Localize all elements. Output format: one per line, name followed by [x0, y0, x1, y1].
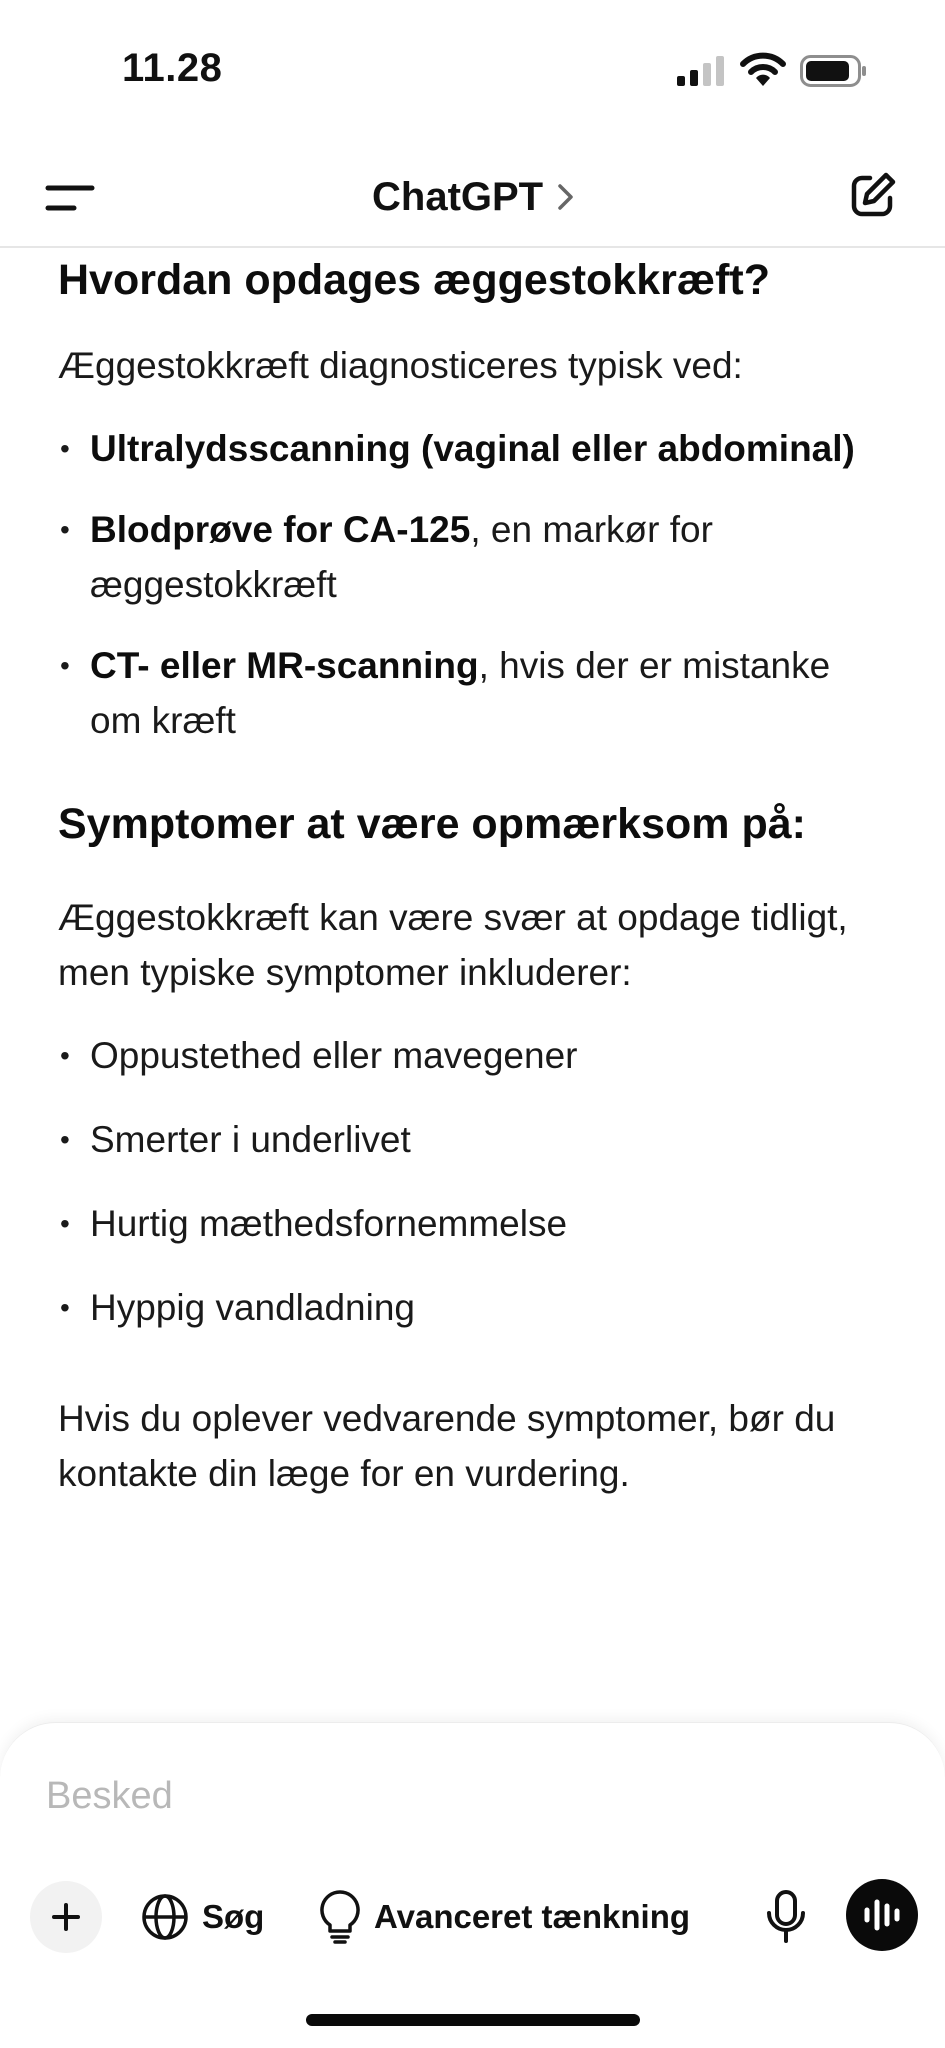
list-item: • Hurtig mæthedsfornemmelse — [58, 1196, 888, 1251]
section-heading: Symptomer at være opmærksom på: — [58, 800, 806, 848]
home-indicator — [306, 2014, 640, 2026]
wifi-icon — [740, 52, 786, 88]
status-time: 11.28 — [122, 46, 223, 90]
search-label: Søg — [202, 1898, 265, 1935]
paragraph: Æggestokkræft kan være svær at opdage tidligt, men typiske symptomer inkluderer: — [58, 897, 848, 993]
section-heading: Hvordan opdages æggestokkræft? — [58, 256, 770, 304]
nav-bar — [0, 150, 945, 248]
nav-title: ChatGPT — [372, 174, 544, 219]
new-chat-icon[interactable] — [848, 170, 898, 220]
cellular-signal-icon — [677, 56, 727, 86]
search-button[interactable] — [140, 1887, 264, 1947]
list-item: • Smerter i underlivet — [58, 1112, 888, 1167]
list-item: • Hyppig vandladning — [58, 1280, 888, 1335]
diagnosis-list — [58, 421, 888, 748]
voice-mode-button[interactable] — [846, 1879, 918, 1951]
status-bar — [0, 0, 945, 140]
assistant-message — [58, 252, 888, 1501]
paragraph: Hvis du oplever vedvarende symptomer, bør du kontakte din læge for en vurdering. — [58, 1398, 836, 1494]
list-item: • Oppustethed eller mavegener — [58, 1028, 888, 1083]
composer — [0, 1722, 945, 2048]
attach-button[interactable] — [30, 1881, 102, 1953]
lightbulb-icon — [318, 1889, 362, 1945]
battery-icon — [800, 55, 868, 87]
list-item: • CT- eller MR-scanning, hvis der er mistanke om kræft — [58, 638, 888, 748]
list-item: • Blodprøve for CA-125, en markør for æggestokkræft — [58, 502, 888, 612]
menu-icon[interactable] — [44, 180, 96, 216]
plus-icon — [49, 1900, 83, 1934]
list-item: • Ultralydsscanning (vaginal eller abdominal) — [58, 421, 888, 476]
model-selector[interactable] — [372, 170, 577, 224]
advanced-thinking-button[interactable] — [318, 1887, 690, 1947]
voice-waveform-icon — [862, 1898, 902, 1932]
paragraph: Æggestokkræft diagnosticeres typisk ved: — [58, 345, 743, 386]
message-input[interactable] — [46, 1761, 886, 1831]
globe-icon — [140, 1892, 190, 1942]
chevron-right-icon — [555, 182, 577, 212]
advanced-thinking-label: Avanceret tænkning — [374, 1898, 691, 1935]
symptom-list — [58, 1028, 888, 1335]
microphone-icon[interactable] — [760, 1889, 812, 1945]
